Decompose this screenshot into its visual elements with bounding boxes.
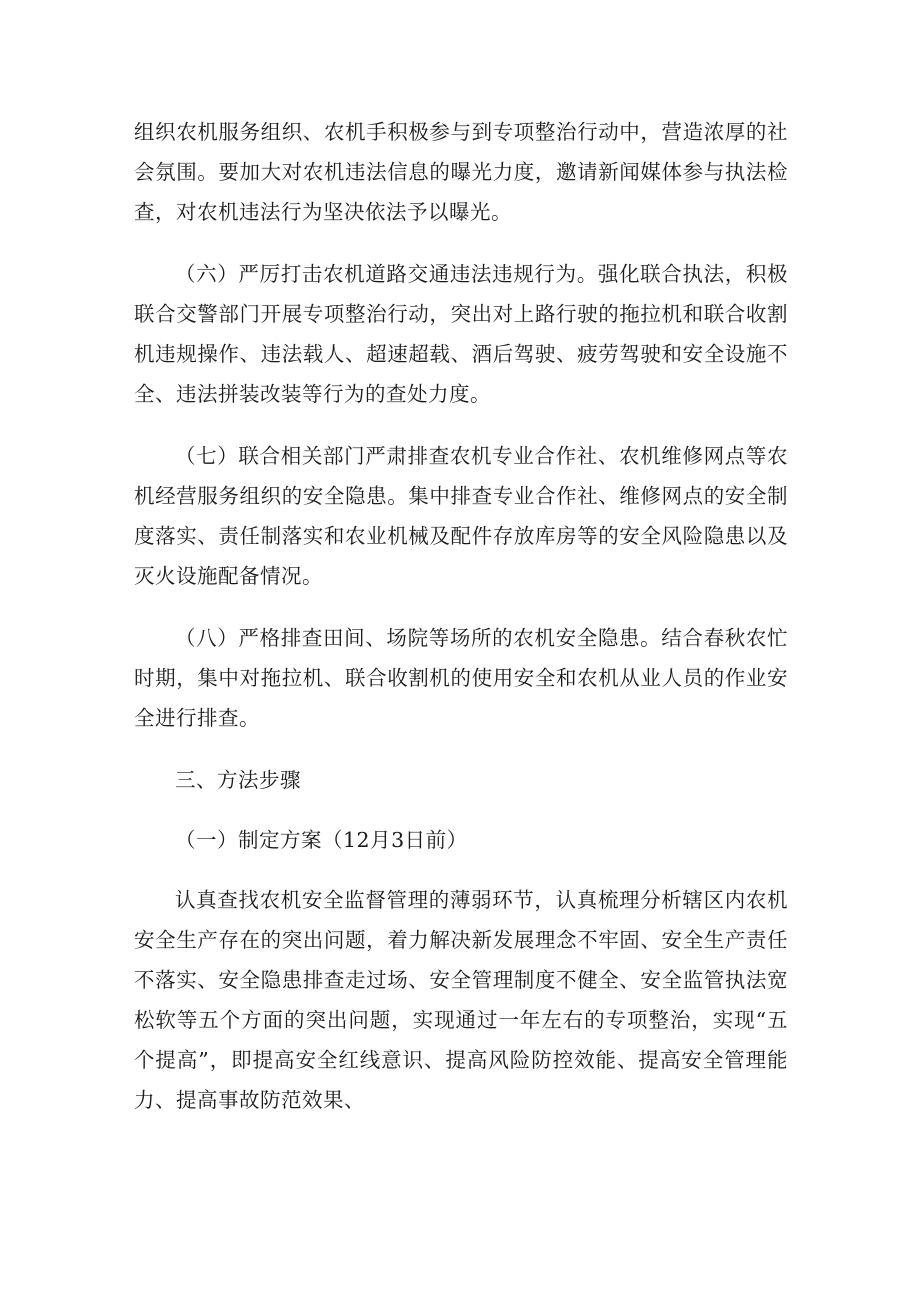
paragraph-plan: 认真查找农机安全监督管理的薄弱环节，认真梳理分析辖区内农机安全生产存在的突出问题，着力解决新发展理念不牢固、安全生产责任不落实、安全隐患排查走过场、安全管理制度不健全、安全监管执法宽松软等五个方面的突出问题，实现通过一年左右的专项整治，实现“五个提高”，即提高安全红线意识、提高风险防控效能、提高安全管理能力、提高事故防范效果、: [134, 888, 788, 1112]
heading-step-one: （一）制定方案（12月3日前）: [175, 828, 468, 852]
heading-method-steps: 三、方法步骤: [175, 768, 301, 792]
paragraph-continued: 组织农机服务组织、农机手积极参与到专项整治行动中，营造浓厚的社会氛围。要加大对农机违法信息的曝光力度，邀请新闻媒体参与执法检查，对农机违法行为坚决依法予以曝光。: [134, 120, 788, 224]
paragraph-section-seven: （七）联合相关部门严肃排查农机专业合作社、农机维修网点等农机经营服务组织的安全隐患。集中排查专业合作社、维修网点的安全制度落实、责任制落实和农业机械及配件存放库房等的安全风险隐患以及灭火设施配备情况。: [134, 444, 788, 588]
paragraph-section-six: （六）严厉打击农机道路交通违法违规行为。强化联合执法，积极联合交警部门开展专项整治行动，突出对上路行驶的拖拉机和联合收割机违规操作、违法载人、超速超载、酒后驾驶、疲劳驾驶和安全设施不全、违法拼装改装等行为的查处力度。: [134, 262, 788, 406]
paragraph-section-eight: （八）严格排查田间、场院等场所的农机安全隐患。结合春秋农忙时期，集中对拖拉机、联合收割机的使用安全和农机从业人员的作业安全进行排查。: [134, 626, 788, 730]
document-page: [134, 112, 788, 1120]
